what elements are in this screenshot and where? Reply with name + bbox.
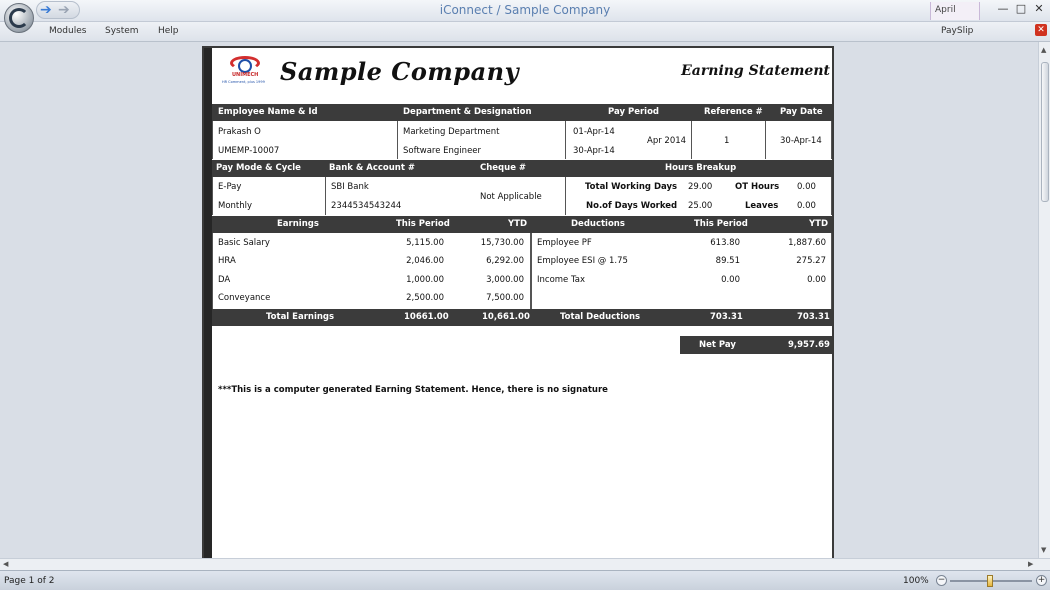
zoom-in-icon[interactable]: + bbox=[1037, 575, 1046, 585]
tab-payslip[interactable]: PaySlip bbox=[941, 26, 974, 36]
deduction-name: Employee ESI @ 1.75 bbox=[537, 256, 628, 266]
app-menu-orb-icon[interactable] bbox=[4, 3, 34, 33]
company-name: Sample Company bbox=[280, 57, 520, 86]
vertical-scroll-thumb[interactable] bbox=[1041, 62, 1049, 202]
ot-hours-label: OT Hours bbox=[735, 182, 780, 192]
vertical-scrollbar[interactable] bbox=[1038, 42, 1050, 558]
earning-ytd: 6,292.00 bbox=[486, 256, 524, 266]
earning-ytd: 7,500.00 bbox=[486, 293, 524, 303]
pay-date: 30-Apr-14 bbox=[780, 136, 822, 146]
status-bar bbox=[0, 570, 1050, 590]
zoom-out-icon[interactable]: − bbox=[937, 575, 946, 585]
window-title: iConnect / Sample Company bbox=[439, 3, 611, 17]
pay-mode: E-Pay bbox=[218, 182, 242, 192]
period-month: Apr 2014 bbox=[647, 136, 687, 146]
earning-period: 2,046.00 bbox=[406, 256, 444, 266]
total-working-days: 29.00 bbox=[688, 182, 713, 192]
leaves-label: Leaves bbox=[745, 201, 779, 211]
month-selector[interactable]: April bbox=[930, 2, 980, 20]
title-bar bbox=[0, 0, 1050, 22]
earning-ytd: 15,730.00 bbox=[480, 238, 524, 248]
scroll-left-icon[interactable]: ◀ bbox=[3, 560, 9, 568]
pay-cycle: Monthly bbox=[218, 201, 253, 211]
deduction-name: Income Tax bbox=[537, 275, 586, 285]
minimize-button[interactable]: — bbox=[997, 2, 1009, 15]
forward-arrow-icon[interactable]: ➔ bbox=[58, 2, 70, 18]
deduction-ytd: 275.27 bbox=[796, 256, 826, 266]
designation: Software Engineer bbox=[403, 146, 482, 156]
menu-help[interactable]: Help bbox=[158, 26, 179, 36]
computer-generated-note: ***This is a computer generated Earning Statement. Hence, there is no signature bbox=[218, 385, 608, 395]
days-worked-label: No.of Days Worked bbox=[586, 201, 678, 211]
menu-bar bbox=[0, 22, 1050, 42]
net-pay-box bbox=[680, 336, 832, 354]
payslip-page bbox=[212, 48, 832, 558]
employee-name: Prakash O bbox=[218, 127, 261, 137]
close-window-button[interactable]: ✕ bbox=[1034, 2, 1044, 15]
deduction-ytd: 1,887.60 bbox=[788, 238, 826, 248]
zoom-slider-thumb[interactable] bbox=[987, 575, 993, 587]
days-worked: 25.00 bbox=[688, 201, 713, 211]
earning-name: Conveyance bbox=[218, 293, 271, 303]
horizontal-scrollbar[interactable] bbox=[0, 558, 1050, 570]
payment-header-row: Pay Mode & Cycle Bank & Account # Cheque # Hours Breakup bbox=[212, 160, 832, 177]
scroll-up-icon[interactable]: ▲ bbox=[1041, 46, 1047, 54]
earning-period: 2,500.00 bbox=[406, 293, 444, 303]
back-arrow-icon[interactable]: ➔ bbox=[40, 2, 52, 18]
account-number: 2344534543244 bbox=[331, 201, 402, 211]
company-logo: UNIMECH HR Comment, plus 1999 bbox=[222, 56, 272, 86]
maximize-button[interactable]: □ bbox=[1015, 2, 1027, 15]
menu-system[interactable]: System bbox=[105, 26, 139, 36]
total-working-days-label: Total Working Days bbox=[585, 182, 678, 192]
deduction-period: 613.80 bbox=[710, 238, 740, 248]
earning-name: DA bbox=[218, 275, 231, 285]
earning-period: 1,000.00 bbox=[406, 275, 444, 285]
statement-title: Earning Statement bbox=[681, 63, 830, 79]
totals-row: Total Earnings 10661.00 10,661.00 Total Deductions 703.31 703.31 bbox=[212, 309, 832, 326]
earning-name: HRA bbox=[218, 256, 236, 266]
deduction-ytd: 0.00 bbox=[807, 275, 826, 285]
page-indicator: Page 1 of 2 bbox=[4, 576, 55, 586]
employee-id: UMEMP-10007 bbox=[218, 146, 280, 156]
ot-hours: 0.00 bbox=[797, 182, 816, 192]
earnings-deductions-header: Earnings This Period YTD Deductions This Period YTD bbox=[212, 216, 832, 233]
deduction-period: 0.00 bbox=[721, 275, 740, 285]
deduction-period: 89.51 bbox=[715, 256, 740, 266]
deduction-name: Employee PF bbox=[537, 238, 592, 248]
period-from: 01-Apr-14 bbox=[573, 127, 615, 137]
close-document-icon[interactable]: ✕ bbox=[1035, 24, 1047, 36]
net-pay-value: 9,957.69 bbox=[788, 340, 830, 350]
scroll-down-icon[interactable]: ▼ bbox=[1041, 546, 1047, 554]
earning-ytd: 3,000.00 bbox=[486, 275, 524, 285]
net-pay-label: Net Pay bbox=[699, 340, 736, 350]
earning-period: 5,115.00 bbox=[406, 238, 444, 248]
cheque-number: Not Applicable bbox=[480, 192, 542, 202]
earning-name: Basic Salary bbox=[218, 238, 270, 248]
department: Marketing Department bbox=[403, 127, 500, 137]
document-viewer bbox=[0, 42, 1038, 558]
employee-header-row: Employee Name & Id Department & Designation Pay Period Reference # Pay Date bbox=[212, 104, 832, 121]
scroll-right-icon[interactable]: ▶ bbox=[1028, 560, 1034, 568]
menu-modules[interactable]: Modules bbox=[49, 26, 87, 36]
bank-name: SBI Bank bbox=[331, 182, 369, 192]
period-to: 30-Apr-14 bbox=[573, 146, 615, 156]
zoom-level: 100% bbox=[903, 576, 929, 586]
reference-number: 1 bbox=[724, 136, 730, 146]
leaves: 0.00 bbox=[797, 201, 816, 211]
